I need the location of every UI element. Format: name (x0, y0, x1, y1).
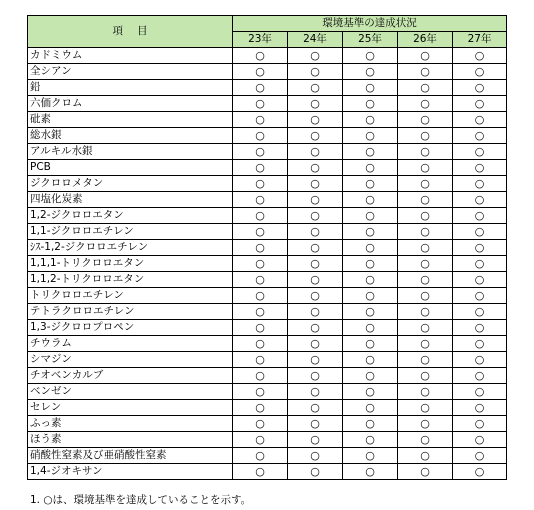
achievement-mark-cell: ○ (453, 368, 507, 384)
achievement-mark-cell: ○ (288, 272, 343, 288)
achievement-mark-cell: ○ (288, 256, 343, 272)
achievement-mark-cell: ○ (288, 64, 343, 80)
achievement-mark-cell: ○ (343, 288, 398, 304)
achievement-mark-cell: ○ (453, 464, 507, 480)
achievement-mark-cell: ○ (343, 272, 398, 288)
achievement-mark-cell: ○ (343, 112, 398, 128)
status-group-header: 環境基準の達成状況 (233, 16, 507, 32)
achievement-mark-cell: ○ (453, 112, 507, 128)
achievement-mark-cell: ○ (233, 80, 288, 96)
environmental-standards-table (27, 15, 507, 480)
achievement-mark-cell: ○ (288, 320, 343, 336)
achievement-mark-cell: ○ (343, 320, 398, 336)
achievement-mark-cell: ○ (343, 400, 398, 416)
achievement-mark-cell: ○ (343, 176, 398, 192)
achievement-mark-cell: ○ (233, 272, 288, 288)
achievement-mark-cell: ○ (398, 208, 453, 224)
table-header (28, 16, 507, 48)
achievement-mark-cell: ○ (453, 384, 507, 400)
achievement-mark-cell: ○ (233, 112, 288, 128)
achievement-mark-cell: ○ (343, 352, 398, 368)
table-row (28, 320, 507, 336)
table-row (28, 384, 507, 400)
table-row (28, 96, 507, 112)
achievement-mark-cell: ○ (398, 320, 453, 336)
achievement-mark-cell: ○ (453, 48, 507, 64)
achievement-mark-cell: ○ (398, 160, 453, 176)
table-row (28, 368, 507, 384)
item-name-cell: 総水銀 (28, 128, 233, 144)
table-row (28, 48, 507, 64)
achievement-mark-cell: ○ (398, 432, 453, 448)
achievement-mark-cell: ○ (453, 432, 507, 448)
achievement-mark-cell: ○ (343, 448, 398, 464)
item-name-cell: テトラクロロエチレン (28, 304, 233, 320)
achievement-mark-cell: ○ (453, 400, 507, 416)
achievement-mark-cell: ○ (398, 240, 453, 256)
achievement-mark-cell: ○ (343, 48, 398, 64)
achievement-mark-cell: ○ (233, 320, 288, 336)
achievement-mark-cell: ○ (398, 48, 453, 64)
achievement-mark-cell: ○ (288, 432, 343, 448)
achievement-mark-cell: ○ (453, 176, 507, 192)
achievement-mark-cell: ○ (233, 144, 288, 160)
achievement-mark-cell: ○ (343, 336, 398, 352)
item-name-cell: 砒素 (28, 112, 233, 128)
achievement-mark-cell: ○ (233, 208, 288, 224)
achievement-mark-cell: ○ (453, 64, 507, 80)
table-row (28, 400, 507, 416)
year-header-25: 25年 (343, 32, 398, 48)
item-name-cell: PCB (28, 160, 233, 176)
table-row (28, 464, 507, 480)
achievement-mark-cell: ○ (398, 304, 453, 320)
achievement-mark-cell: ○ (233, 336, 288, 352)
achievement-mark-cell: ○ (233, 64, 288, 80)
achievement-mark-cell: ○ (288, 448, 343, 464)
achievement-mark-cell: ○ (233, 432, 288, 448)
item-name-cell: トリクロロエチレン (28, 288, 233, 304)
achievement-mark-cell: ○ (398, 352, 453, 368)
item-name-cell: ベンゼン (28, 384, 233, 400)
achievement-mark-cell: ○ (288, 192, 343, 208)
achievement-mark-cell: ○ (398, 448, 453, 464)
achievement-mark-cell: ○ (398, 256, 453, 272)
achievement-mark-cell: ○ (233, 224, 288, 240)
achievement-mark-cell: ○ (453, 160, 507, 176)
achievement-mark-cell: ○ (453, 128, 507, 144)
item-name-cell: 1,4-ジオキサン (28, 464, 233, 480)
achievement-mark-cell: ○ (453, 416, 507, 432)
achievement-mark-cell: ○ (343, 464, 398, 480)
achievement-mark-cell: ○ (453, 240, 507, 256)
achievement-mark-cell: ○ (343, 128, 398, 144)
item-name-cell: 全シアン (28, 64, 233, 80)
achievement-mark-cell: ○ (233, 448, 288, 464)
achievement-mark-cell: ○ (343, 432, 398, 448)
table-row (28, 192, 507, 208)
achievement-mark-cell: ○ (398, 464, 453, 480)
table-row (28, 144, 507, 160)
achievement-mark-cell: ○ (343, 64, 398, 80)
table-row (28, 288, 507, 304)
achievement-mark-cell: ○ (288, 48, 343, 64)
achievement-mark-cell: ○ (233, 288, 288, 304)
achievement-mark-cell: ○ (453, 272, 507, 288)
table-row (28, 304, 507, 320)
table-body (28, 48, 507, 480)
achievement-mark-cell: ○ (343, 160, 398, 176)
achievement-mark-cell: ○ (233, 48, 288, 64)
achievement-mark-cell: ○ (398, 144, 453, 160)
year-header-27: 27年 (453, 32, 507, 48)
achievement-mark-cell: ○ (343, 384, 398, 400)
achievement-mark-cell: ○ (288, 112, 343, 128)
achievement-mark-cell: ○ (233, 176, 288, 192)
table-row (28, 432, 507, 448)
achievement-mark-cell: ○ (233, 256, 288, 272)
achievement-mark-cell: ○ (453, 256, 507, 272)
achievement-mark-cell: ○ (288, 144, 343, 160)
achievement-mark-cell: ○ (288, 416, 343, 432)
table-row (28, 256, 507, 272)
achievement-mark-cell: ○ (288, 176, 343, 192)
item-name-cell: チウラム (28, 336, 233, 352)
achievement-mark-cell: ○ (398, 64, 453, 80)
table-row (28, 240, 507, 256)
achievement-mark-cell: ○ (343, 144, 398, 160)
achievement-mark-cell: ○ (288, 352, 343, 368)
achievement-mark-cell: ○ (398, 224, 453, 240)
footnote: 1. ○は、環境基準を達成していることを示す。 (30, 494, 252, 506)
achievement-mark-cell: ○ (343, 224, 398, 240)
achievement-mark-cell: ○ (453, 336, 507, 352)
item-name-cell: ｼｽ-1,2-ジクロロエチレン (28, 240, 233, 256)
achievement-mark-cell: ○ (233, 352, 288, 368)
achievement-mark-cell: ○ (288, 240, 343, 256)
achievement-mark-cell: ○ (398, 96, 453, 112)
table-row (28, 112, 507, 128)
table-row (28, 80, 507, 96)
year-header-24: 24年 (288, 32, 343, 48)
achievement-mark-cell: ○ (288, 160, 343, 176)
achievement-mark-cell: ○ (288, 80, 343, 96)
item-name-cell: 鉛 (28, 80, 233, 96)
achievement-mark-cell: ○ (233, 304, 288, 320)
achievement-mark-cell: ○ (343, 208, 398, 224)
achievement-mark-cell: ○ (233, 368, 288, 384)
achievement-mark-cell: ○ (398, 112, 453, 128)
item-name-cell: ふっ素 (28, 416, 233, 432)
achievement-mark-cell: ○ (288, 464, 343, 480)
table-row (28, 272, 507, 288)
achievement-mark-cell: ○ (398, 368, 453, 384)
table-row (28, 448, 507, 464)
achievement-mark-cell: ○ (288, 384, 343, 400)
item-name-cell: 1,1,1-トリクロロエタン (28, 256, 233, 272)
achievement-mark-cell: ○ (343, 304, 398, 320)
table-row (28, 128, 507, 144)
achievement-mark-cell: ○ (288, 128, 343, 144)
item-name-cell: 四塩化炭素 (28, 192, 233, 208)
achievement-mark-cell: ○ (233, 464, 288, 480)
achievement-mark-cell: ○ (288, 368, 343, 384)
achievement-mark-cell: ○ (343, 256, 398, 272)
achievement-mark-cell: ○ (233, 160, 288, 176)
achievement-mark-cell: ○ (398, 80, 453, 96)
table-row (28, 160, 507, 176)
table-row (28, 224, 507, 240)
item-name-cell: チオベンカルブ (28, 368, 233, 384)
item-name-cell: 1,1,2-トリクロロエタン (28, 272, 233, 288)
item-name-cell: カドミウム (28, 48, 233, 64)
item-name-cell: セレン (28, 400, 233, 416)
achievement-mark-cell: ○ (398, 400, 453, 416)
item-name-cell: 1,3-ジクロロプロペン (28, 320, 233, 336)
item-name-cell: 1,1-ジクロロエチレン (28, 224, 233, 240)
achievement-mark-cell: ○ (453, 192, 507, 208)
achievement-mark-cell: ○ (398, 192, 453, 208)
achievement-mark-cell: ○ (398, 128, 453, 144)
year-header-26: 26年 (398, 32, 453, 48)
achievement-mark-cell: ○ (453, 320, 507, 336)
achievement-mark-cell: ○ (233, 96, 288, 112)
achievement-mark-cell: ○ (288, 288, 343, 304)
achievement-mark-cell: ○ (398, 336, 453, 352)
achievement-mark-cell: ○ (398, 288, 453, 304)
achievement-mark-cell: ○ (233, 240, 288, 256)
item-name-cell: アルキル水銀 (28, 144, 233, 160)
achievement-mark-cell: ○ (453, 208, 507, 224)
achievement-mark-cell: ○ (453, 80, 507, 96)
achievement-mark-cell: ○ (398, 176, 453, 192)
achievement-mark-cell: ○ (398, 384, 453, 400)
achievement-mark-cell: ○ (288, 208, 343, 224)
item-name-cell: シマジン (28, 352, 233, 368)
table-row (28, 64, 507, 80)
achievement-mark-cell: ○ (398, 272, 453, 288)
achievement-mark-cell: ○ (343, 192, 398, 208)
achievement-mark-cell: ○ (453, 288, 507, 304)
achievement-mark-cell: ○ (398, 416, 453, 432)
item-column-header: 項目 (28, 16, 233, 48)
item-name-cell: 硝酸性窒素及び亜硝酸性窒素 (28, 448, 233, 464)
achievement-mark-cell: ○ (233, 416, 288, 432)
table-row (28, 352, 507, 368)
achievement-mark-cell: ○ (288, 96, 343, 112)
achievement-mark-cell: ○ (453, 304, 507, 320)
achievement-mark-cell: ○ (233, 384, 288, 400)
achievement-mark-cell: ○ (453, 224, 507, 240)
table-row (28, 416, 507, 432)
table-row (28, 176, 507, 192)
achievement-mark-cell: ○ (233, 128, 288, 144)
item-name-cell: ジクロロメタン (28, 176, 233, 192)
achievement-mark-cell: ○ (343, 416, 398, 432)
year-header-23: 23年 (233, 32, 288, 48)
achievement-mark-cell: ○ (453, 96, 507, 112)
table-row (28, 336, 507, 352)
table-row (28, 208, 507, 224)
achievement-mark-cell: ○ (288, 224, 343, 240)
achievement-mark-cell: ○ (453, 144, 507, 160)
achievement-mark-cell: ○ (453, 352, 507, 368)
item-name-cell: 1,2-ジクロロエタン (28, 208, 233, 224)
item-name-cell: ほう素 (28, 432, 233, 448)
achievement-mark-cell: ○ (343, 240, 398, 256)
achievement-mark-cell: ○ (288, 336, 343, 352)
achievement-mark-cell: ○ (233, 400, 288, 416)
achievement-mark-cell: ○ (343, 80, 398, 96)
achievement-mark-cell: ○ (233, 192, 288, 208)
item-name-cell: 六価クロム (28, 96, 233, 112)
achievement-mark-cell: ○ (453, 448, 507, 464)
achievement-mark-cell: ○ (288, 304, 343, 320)
achievement-mark-cell: ○ (343, 96, 398, 112)
achievement-mark-cell: ○ (288, 400, 343, 416)
achievement-mark-cell: ○ (343, 368, 398, 384)
